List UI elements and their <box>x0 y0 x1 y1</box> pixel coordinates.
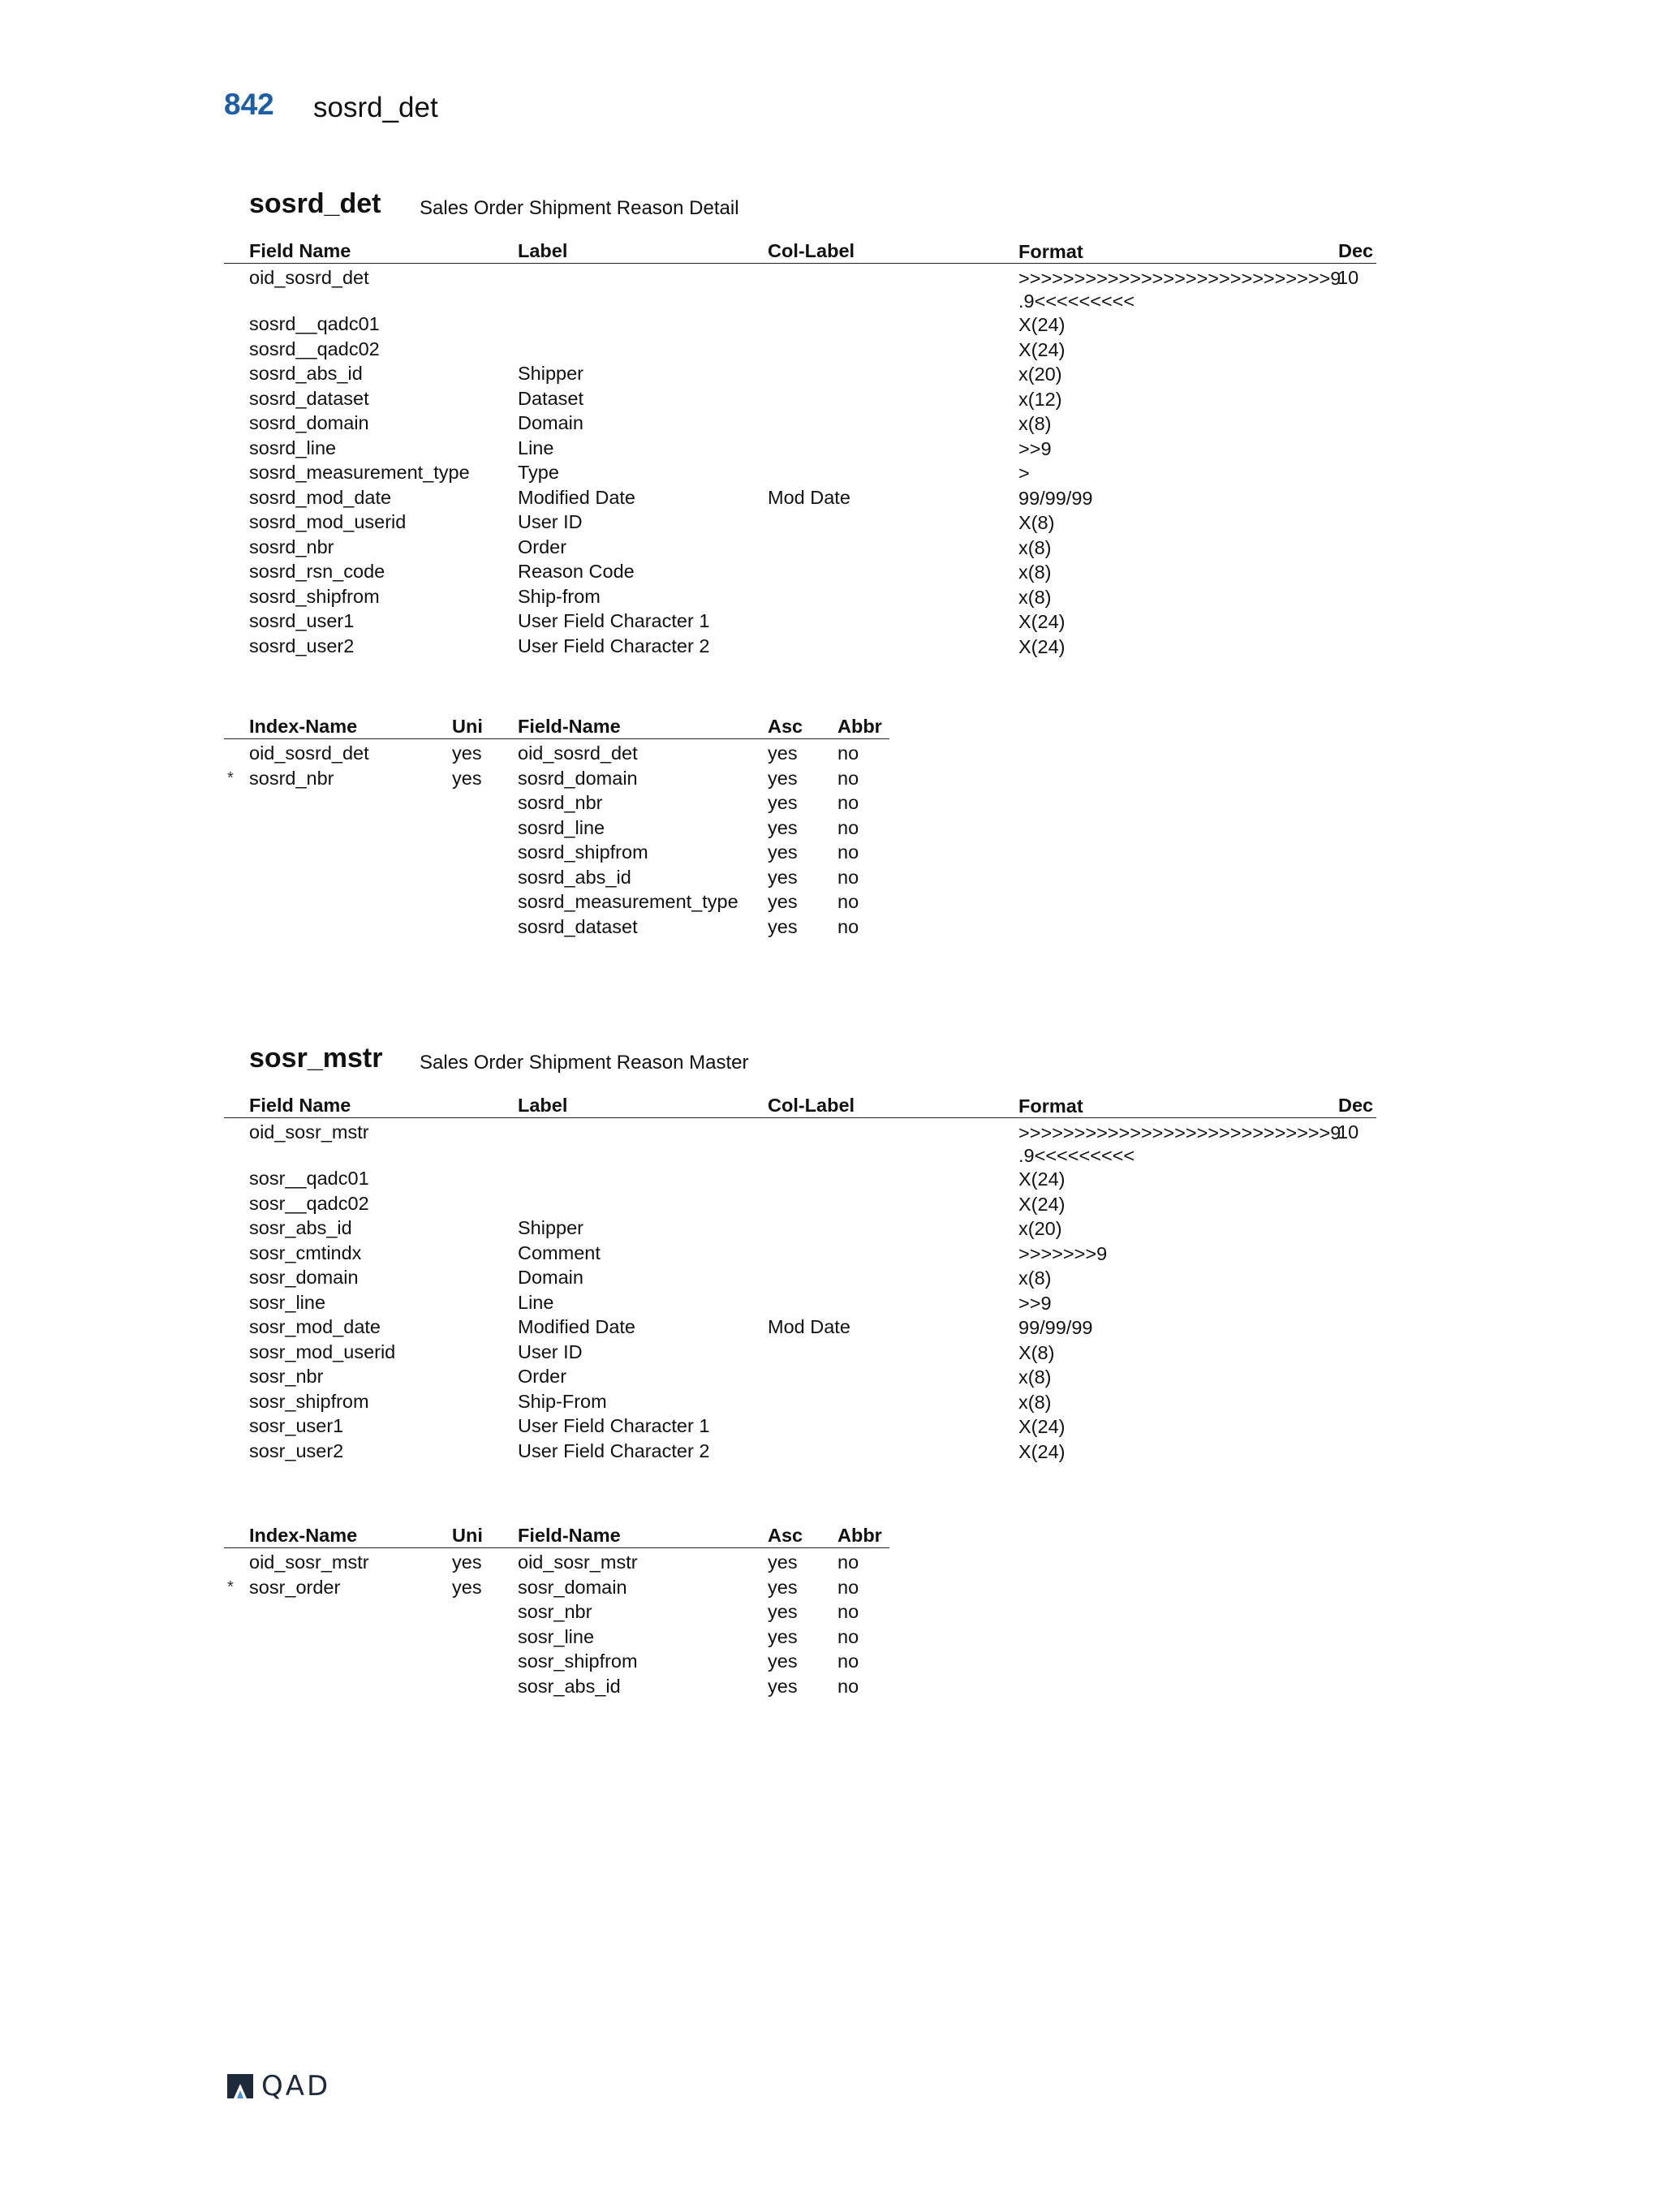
asc-cell: yes <box>768 1576 798 1598</box>
field-name-cell: sosr_user2 <box>249 1440 344 1461</box>
header-asc: Asc <box>768 716 803 737</box>
field-name-cell: sosrd_measurement_type <box>518 891 738 912</box>
field-name-cell: sosrd_shipfrom <box>249 585 380 607</box>
abbr-cell: no <box>837 742 859 764</box>
field-table-header <box>224 1091 1376 1118</box>
table-section-sosr-mstr <box>224 1043 1376 1697</box>
label-cell: Shipper <box>518 1217 583 1238</box>
table-name: sosrd_det <box>249 188 381 219</box>
format-cell: >>>>>>>>>>>>>>>>>>>>>>>>>>>>9 .9<<<<<<<<< <box>1018 268 1341 312</box>
field-table <box>224 237 1376 656</box>
field-name-cell: sosr_mod_date <box>249 1316 381 1337</box>
field-name-cell: sosrd_dataset <box>518 915 638 937</box>
table-heading <box>224 188 1376 237</box>
table-row <box>224 1573 889 1599</box>
format-cell: >>9 <box>1018 437 1052 459</box>
index-table-header <box>224 712 889 739</box>
field-name-cell: sosr_nbr <box>518 1601 592 1622</box>
abbr-cell: no <box>837 792 859 813</box>
col-label-cell: Mod Date <box>768 486 850 508</box>
header-abbr: Abbr <box>837 716 882 737</box>
field-name-cell: sosrd_line <box>518 816 605 838</box>
abbr-cell: no <box>837 915 859 937</box>
field-name-cell: sosrd_mod_date <box>249 486 392 508</box>
table-description: Sales Order Shipment Reason Master <box>420 1052 749 1074</box>
format-cell: x(20) <box>1018 364 1062 385</box>
table-row <box>224 533 1376 558</box>
table-row <box>224 385 1376 410</box>
field-name-cell: sosrd_abs_id <box>249 363 363 384</box>
format-cell: X(8) <box>1018 512 1055 533</box>
table-row <box>224 484 1376 509</box>
field-name-cell: sosrd__qadc01 <box>249 313 380 334</box>
table-description: Sales Order Shipment Reason Detail <box>420 197 739 219</box>
format-cell: x(8) <box>1018 536 1052 558</box>
field-name-cell: oid_sosrd_det <box>249 267 369 288</box>
uni-cell: yes <box>452 1576 482 1598</box>
field-name-cell: sosrd_measurement_type <box>249 462 470 483</box>
table-section-sosrd-det <box>224 188 1376 937</box>
table-row <box>224 913 889 938</box>
table-row <box>224 789 889 814</box>
field-name-cell: sosr__qadc01 <box>249 1168 369 1189</box>
field-rows <box>224 1118 1376 1461</box>
abbr-cell: no <box>837 866 859 888</box>
format-cell: X(24) <box>1018 338 1066 360</box>
abbr-cell: no <box>837 1675 859 1697</box>
table-row <box>224 1672 889 1698</box>
field-name-cell: sosrd__qadc02 <box>249 338 380 359</box>
label-cell: User Field Character 1 <box>518 610 710 631</box>
field-name-cell: oid_sosr_mstr <box>518 1551 638 1573</box>
asc-cell: yes <box>768 792 798 813</box>
field-name-cell: sosrd_user2 <box>249 635 355 656</box>
header-index-name: Index-Name <box>249 716 358 737</box>
label-cell: Line <box>518 1291 554 1313</box>
abbr-cell: no <box>837 1650 859 1672</box>
table-row <box>224 264 1376 310</box>
format-cell: x(8) <box>1018 1267 1052 1289</box>
index-table <box>224 1521 889 1697</box>
field-name-cell: sosr_domain <box>518 1576 627 1598</box>
field-name-cell: sosr_nbr <box>249 1366 324 1387</box>
asc-cell: yes <box>768 1650 798 1672</box>
table-heading <box>224 1043 1376 1091</box>
label-cell: Shipper <box>518 363 583 384</box>
table-name: sosr_mstr <box>249 1043 383 1074</box>
field-name-cell: sosr__qadc02 <box>249 1192 369 1214</box>
header-uni: Uni <box>452 716 483 737</box>
table-row <box>224 863 889 889</box>
table-row <box>224 838 889 863</box>
header-format: Format <box>1018 1095 1083 1117</box>
abbr-cell: no <box>837 1601 859 1622</box>
asc-cell: yes <box>768 915 798 937</box>
header-dec: Dec <box>1338 240 1374 261</box>
table-row <box>224 1338 1376 1363</box>
format-cell: > <box>1018 463 1030 484</box>
abbr-cell: no <box>837 1551 859 1573</box>
format-cell: X(24) <box>1018 1193 1066 1215</box>
table-row <box>224 607 1376 632</box>
table-row <box>224 1313 1376 1338</box>
table-row <box>224 409 1376 434</box>
field-name-cell: sosrd_nbr <box>249 536 334 557</box>
header-field-name: Field-Name <box>518 1525 621 1546</box>
field-table-header <box>224 237 1376 264</box>
format-cell: 99/99/99 <box>1018 1317 1093 1338</box>
table-row <box>224 1362 1376 1388</box>
qad-logo-icon <box>226 2072 255 2100</box>
label-cell: Order <box>518 1366 567 1387</box>
label-cell: Line <box>518 437 554 458</box>
label-cell: Reason Code <box>518 561 635 582</box>
table-row <box>224 1289 1376 1314</box>
header-field-name: Field Name <box>249 1095 351 1116</box>
format-cell: >>9 <box>1018 1292 1052 1314</box>
table-row <box>224 814 889 839</box>
abbr-cell: no <box>837 816 859 838</box>
asc-cell: yes <box>768 891 798 912</box>
field-name-cell: sosrd_shipfrom <box>518 841 648 863</box>
format-cell: X(24) <box>1018 1440 1066 1462</box>
abbr-cell: no <box>837 891 859 912</box>
format-cell: x(8) <box>1018 1391 1052 1413</box>
format-cell: X(24) <box>1018 1416 1066 1437</box>
table-row <box>224 1412 1376 1437</box>
index-name-cell: oid_sosr_mstr <box>249 1551 369 1573</box>
header-field-name: Field Name <box>249 240 351 261</box>
field-name-cell: sosr_domain <box>249 1267 359 1288</box>
table-row <box>224 335 1376 360</box>
field-name-cell: sosr_line <box>249 1291 326 1313</box>
label-cell: Comment <box>518 1242 601 1263</box>
format-cell: x(8) <box>1018 413 1052 434</box>
format-cell: x(8) <box>1018 586 1052 608</box>
format-cell: >>>>>>>9 <box>1018 1242 1108 1264</box>
format-cell: X(8) <box>1018 1341 1055 1363</box>
field-name-cell: sosrd_domain <box>518 767 638 789</box>
asc-cell: yes <box>768 767 798 789</box>
label-cell: User Field Character 2 <box>518 1440 710 1461</box>
asc-cell: yes <box>768 866 798 888</box>
label-cell: Order <box>518 536 567 557</box>
page-number: 842 <box>224 88 274 121</box>
table-row <box>224 1647 889 1672</box>
field-name-cell: sosrd_nbr <box>518 792 603 813</box>
label-cell: Modified Date <box>518 486 635 508</box>
asc-cell: yes <box>768 816 798 838</box>
header-col-label: Col-Label <box>768 240 855 261</box>
header-uni: Uni <box>452 1525 483 1546</box>
header-format: Format <box>1018 241 1083 262</box>
table-row <box>224 1263 1376 1289</box>
asc-cell: yes <box>768 1625 798 1647</box>
uni-cell: yes <box>452 1551 482 1573</box>
header-dec: Dec <box>1338 1095 1374 1116</box>
label-cell: Ship-from <box>518 585 601 607</box>
field-name-cell: oid_sosrd_det <box>518 742 638 764</box>
table-row <box>224 583 1376 608</box>
uni-cell: yes <box>452 742 482 764</box>
format-cell: >>>>>>>>>>>>>>>>>>>>>>>>>>>>9 .9<<<<<<<<< <box>1018 1122 1341 1166</box>
format-cell: X(24) <box>1018 635 1066 657</box>
format-cell: X(24) <box>1018 611 1066 632</box>
header-label: Label <box>518 1095 568 1116</box>
table-row <box>224 1164 1376 1190</box>
header-abbr: Abbr <box>837 1525 882 1546</box>
label-cell: Type <box>518 462 559 483</box>
label-cell: User Field Character 1 <box>518 1415 710 1436</box>
table-row <box>224 310 1376 335</box>
table-row <box>224 764 889 790</box>
format-cell: X(24) <box>1018 314 1066 335</box>
table-row <box>224 1190 1376 1215</box>
index-rows <box>224 1548 889 1697</box>
label-cell: User ID <box>518 1341 583 1362</box>
format-cell: x(8) <box>1018 562 1052 583</box>
label-cell: Domain <box>518 412 583 433</box>
abbr-cell: no <box>837 1625 859 1647</box>
primary-index-marker: * <box>227 1577 234 1596</box>
field-name-cell: sosr_abs_id <box>249 1217 352 1238</box>
page-title: sosrd_det <box>313 92 438 123</box>
qad-logo <box>226 2072 330 2100</box>
col-label-cell: Mod Date <box>768 1316 850 1337</box>
field-name-cell: sosrd_mod_userid <box>249 511 407 532</box>
header-col-label: Col-Label <box>768 1095 855 1116</box>
table-row <box>224 1388 1376 1413</box>
header-index-name: Index-Name <box>249 1525 358 1546</box>
index-name-cell: sosr_order <box>249 1576 341 1598</box>
label-cell: Domain <box>518 1267 583 1288</box>
table-row <box>224 508 1376 533</box>
field-name-cell: sosrd_line <box>249 437 337 458</box>
table-row <box>224 1623 889 1648</box>
index-rows <box>224 739 889 937</box>
format-cell: x(20) <box>1018 1218 1062 1239</box>
index-table <box>224 712 889 937</box>
field-name-cell: sosr_user1 <box>249 1415 344 1436</box>
asc-cell: yes <box>768 841 798 863</box>
asc-cell: yes <box>768 1675 798 1697</box>
index-name-cell: sosrd_nbr <box>249 767 334 789</box>
label-cell: Modified Date <box>518 1316 635 1337</box>
label-cell: User ID <box>518 511 583 532</box>
field-name-cell: sosr_cmtindx <box>249 1242 362 1263</box>
table-row <box>224 557 1376 583</box>
dec-cell: 10 <box>1337 267 1359 288</box>
field-name-cell: sosrd_domain <box>249 412 369 433</box>
field-name-cell: sosrd_rsn_code <box>249 561 385 582</box>
format-cell: x(8) <box>1018 1366 1052 1388</box>
format-cell: x(12) <box>1018 388 1062 410</box>
header-label: Label <box>518 240 568 261</box>
logo-text: QAD <box>261 2070 331 2102</box>
table-row <box>224 1118 1376 1164</box>
field-rows <box>224 264 1376 656</box>
asc-cell: yes <box>768 1551 798 1573</box>
label-cell: User Field Character 2 <box>518 635 710 656</box>
label-cell: Ship-From <box>518 1390 607 1412</box>
table-row <box>224 1214 1376 1239</box>
field-name-cell: sosr_mod_userid <box>249 1341 396 1362</box>
field-name-cell: sosr_shipfrom <box>249 1390 369 1412</box>
table-row <box>224 632 1376 657</box>
field-name-cell: sosrd_dataset <box>249 387 369 409</box>
header-asc: Asc <box>768 1525 803 1546</box>
table-row <box>224 434 1376 459</box>
field-name-cell: sosr_abs_id <box>518 1675 621 1697</box>
table-row <box>224 739 889 764</box>
label-cell: Dataset <box>518 387 583 409</box>
abbr-cell: no <box>837 767 859 789</box>
table-row <box>224 1548 889 1573</box>
table-row <box>224 458 1376 484</box>
format-cell: 99/99/99 <box>1018 487 1093 509</box>
format-cell: X(24) <box>1018 1168 1066 1190</box>
asc-cell: yes <box>768 742 798 764</box>
table-row <box>224 1598 889 1623</box>
table-row <box>224 359 1376 385</box>
field-name-cell: oid_sosr_mstr <box>249 1121 369 1143</box>
primary-index-marker: * <box>227 768 234 787</box>
index-name-cell: oid_sosrd_det <box>249 742 369 764</box>
field-name-cell: sosrd_abs_id <box>518 866 631 888</box>
uni-cell: yes <box>452 767 482 789</box>
abbr-cell: no <box>837 841 859 863</box>
field-name-cell: sosr_line <box>518 1625 595 1647</box>
field-name-cell: sosr_shipfrom <box>518 1650 638 1672</box>
index-table-header <box>224 1521 889 1548</box>
table-row <box>224 888 889 913</box>
field-table <box>224 1091 1376 1461</box>
abbr-cell: no <box>837 1576 859 1598</box>
table-row <box>224 1437 1376 1462</box>
field-name-cell: sosrd_user1 <box>249 610 355 631</box>
table-row <box>224 1239 1376 1264</box>
dec-cell: 10 <box>1337 1121 1359 1143</box>
header-field-name: Field-Name <box>518 716 621 737</box>
asc-cell: yes <box>768 1601 798 1622</box>
